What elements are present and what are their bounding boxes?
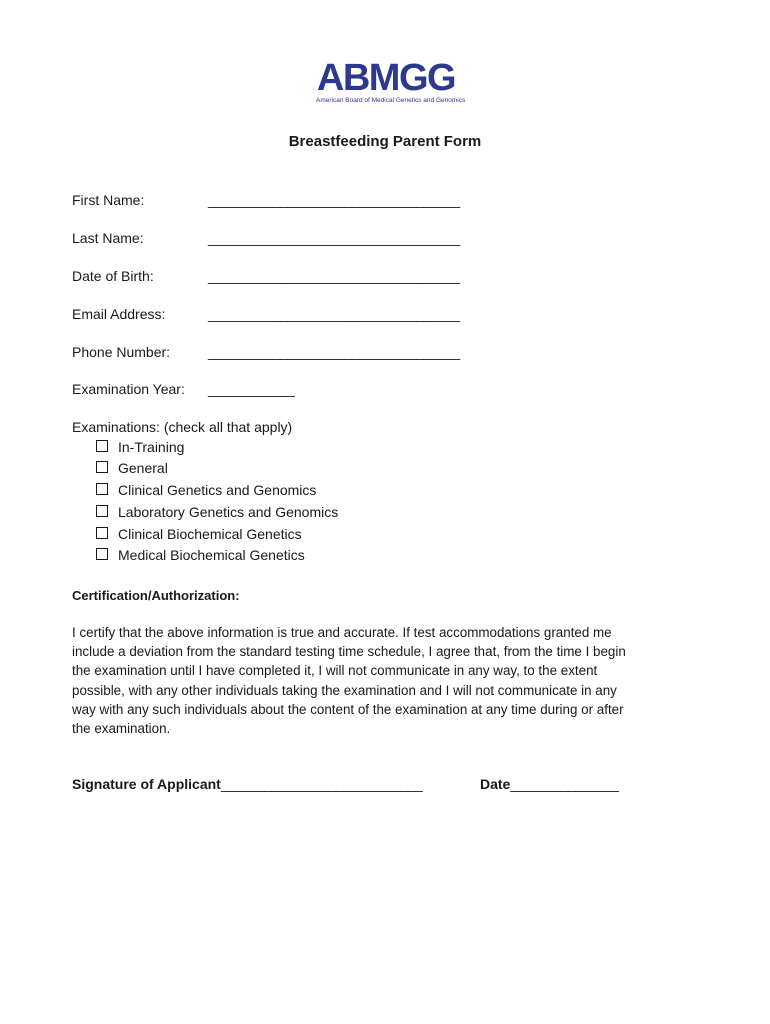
form-title: Breastfeeding Parent Form <box>288 133 482 150</box>
date-of-birth-blank[interactable]: ___________________________________ <box>208 268 460 284</box>
last-name-field[interactable] <box>72 228 512 248</box>
exam-option-clinical-genetics[interactable] <box>96 480 356 500</box>
checkbox[interactable] <box>96 505 108 517</box>
certification-line: possible, with any other individuals taking the examination and I will not communicate in any <box>72 682 617 698</box>
certification-line: include a deviation from the standard testing time schedule, I agree that, from the time I begin <box>72 644 626 660</box>
checkbox[interactable] <box>96 548 108 560</box>
examinations-heading: Examinations: (check all that apply) <box>72 419 293 435</box>
examination-year-label: Examination Year: <box>72 381 185 397</box>
certification-line: way with any such individuals about the content of the examination at any time during or after <box>72 701 624 717</box>
signature-blank[interactable]: ____________________________ <box>220 776 423 792</box>
exam-option-general[interactable] <box>96 458 296 478</box>
examination-year-blank[interactable]: ____________ <box>208 381 295 397</box>
certification-line: I certify that the above information is true and accurate. If test accommodations granted me <box>72 625 612 640</box>
first-name-blank[interactable]: ___________________________________ <box>208 192 460 208</box>
first-name-label: First Name: <box>72 192 145 208</box>
logo-wordmark: ABMGG <box>316 57 456 99</box>
certification-line: the examination until I have completed it, I will not communicate in any way, to the extent <box>72 663 598 679</box>
signature-field[interactable] <box>72 774 422 794</box>
email-address-blank[interactable]: ___________________________________ <box>208 306 460 322</box>
exam-option-laboratory-genetics[interactable] <box>96 502 366 522</box>
last-name-label: Last Name: <box>72 230 144 246</box>
date-of-birth-field[interactable] <box>72 266 512 286</box>
certification-line: the examination. <box>72 721 171 737</box>
phone-number-field[interactable] <box>72 342 512 362</box>
phone-number-blank[interactable]: ___________________________________ <box>208 344 460 360</box>
signature-label: Signature of Applicant <box>72 776 221 792</box>
exam-option-label: Medical Biochemical Genetics <box>118 547 305 563</box>
checkbox[interactable] <box>96 461 108 473</box>
checkbox[interactable] <box>96 527 108 539</box>
exam-option-in-training[interactable] <box>96 437 296 457</box>
logo-subtitle: American Board of Medical Genetics and Genomics <box>316 97 466 104</box>
certification-heading: Certification/Authorization: <box>72 588 240 603</box>
abmgg-logo <box>316 57 466 108</box>
checkbox[interactable] <box>96 483 108 495</box>
date-field[interactable] <box>480 774 618 794</box>
date-of-birth-label: Date of Birth: <box>72 268 154 284</box>
checkbox[interactable] <box>96 440 108 452</box>
first-name-field[interactable] <box>72 190 512 210</box>
certification-text <box>72 623 692 738</box>
exam-option-label: Laboratory Genetics and Genomics <box>118 504 339 520</box>
phone-number-label: Phone Number: <box>72 344 171 360</box>
exam-option-label: In-Training <box>118 439 185 455</box>
date-blank[interactable]: _______________ <box>510 776 619 792</box>
date-label: Date <box>480 776 511 792</box>
exam-option-label: Clinical Biochemical Genetics <box>118 526 302 542</box>
email-address-label: Email Address: <box>72 306 166 322</box>
email-address-field[interactable] <box>72 304 512 324</box>
exam-option-clinical-biochemical[interactable] <box>96 524 356 544</box>
exam-option-label: General <box>118 460 168 476</box>
last-name-blank[interactable]: ___________________________________ <box>208 230 460 246</box>
exam-option-medical-biochemical[interactable] <box>96 545 356 565</box>
examination-year-field[interactable] <box>72 379 322 399</box>
exam-option-label: Clinical Genetics and Genomics <box>118 482 317 498</box>
